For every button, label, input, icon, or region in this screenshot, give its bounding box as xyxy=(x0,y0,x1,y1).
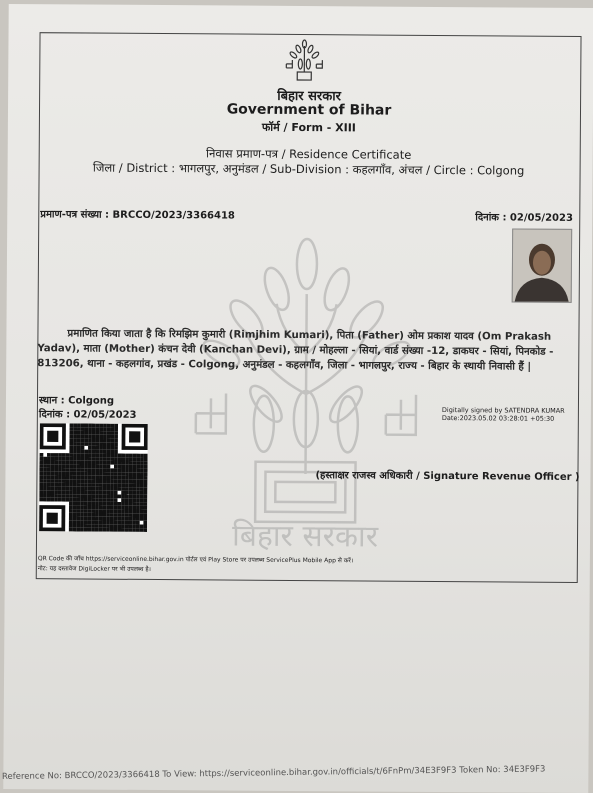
signature-label: (हस्ताक्षर राजस्व अधिकारी / Signature Revenue Officer ) xyxy=(315,470,580,483)
certificate-sheet xyxy=(3,4,593,793)
title-hindi: बिहार सरकार xyxy=(277,88,342,105)
qr-verification-note: QR Code की जाँच https://serviceonline.bihar.gov.in पोर्टल एवं Play Store पर उपलब्ध ServicePlus Mobile App से करें। xyxy=(37,555,354,565)
digital-signature-name: Digitally signed by SATENDRA KUMAR xyxy=(441,406,565,415)
form-number: फॉर्म / Form - XIII xyxy=(261,120,356,135)
bihar-emblem-watermark-icon xyxy=(185,233,427,555)
issue-place: स्थान : Colgong xyxy=(38,395,115,407)
title-english: Government of Bihar xyxy=(226,101,392,119)
person-photo-icon xyxy=(513,229,572,301)
footer-reference: Reference No: BRCCO/2023/3366418 To View: https://serviceonline.bihar.gov.in/officials/t/6FnPm/34E3F9F3 Token No: 34E3F9F3 xyxy=(1,764,546,782)
certificate-body xyxy=(37,326,577,375)
location-line: जिला / District : भागलपुर, अनुमंडल / Sub-Division : कहलगाँव, अंचल / Circle : Colgong xyxy=(92,160,525,178)
bihar-emblem-icon xyxy=(282,38,326,82)
qr-code[interactable] xyxy=(39,423,148,532)
certificate-type: निवास प्रमाण-पत्र / Residence Certificate xyxy=(206,146,412,162)
digital-signature-date: Date:2023.05.02 03:28:01 +05:30 xyxy=(441,414,555,423)
issue-date: दिनांक : 02/05/2023 xyxy=(38,409,137,421)
svg-text:बिहार सरकार: बिहार सरकार xyxy=(231,518,379,555)
digilocker-note: नोट: यह दस्तावेज DigiLocker पर भी उपलब्ध है। xyxy=(37,565,151,573)
certificate-number: प्रमाण-पत्र संख्या : BRCCO/2023/3366418 xyxy=(40,209,235,222)
applicant-photo xyxy=(512,228,573,302)
certificate-statement: प्रमाणित किया जाता है कि रिमझिम कुमारी (Rimjhim Kumari), पिता (Father) ओम प्रकाश यादव (Om Prakash Yadav), माता (Mother) कंचन देवी (Kanchan Devi), ग्राम / मोहल्ला - सियां, वार्ड संख्या -12, डाकघर - सियां, पिनकोड - 813206, थाना - कहलगांव, प्रखंड - Colgong, अनुमंडल - कहलगाँव, जिला - भागलपुर, राज्य - बिहार के स्थायी निवासी हैं | xyxy=(37,328,554,373)
certificate-date: दिनांक : 02/05/2023 xyxy=(475,212,573,224)
